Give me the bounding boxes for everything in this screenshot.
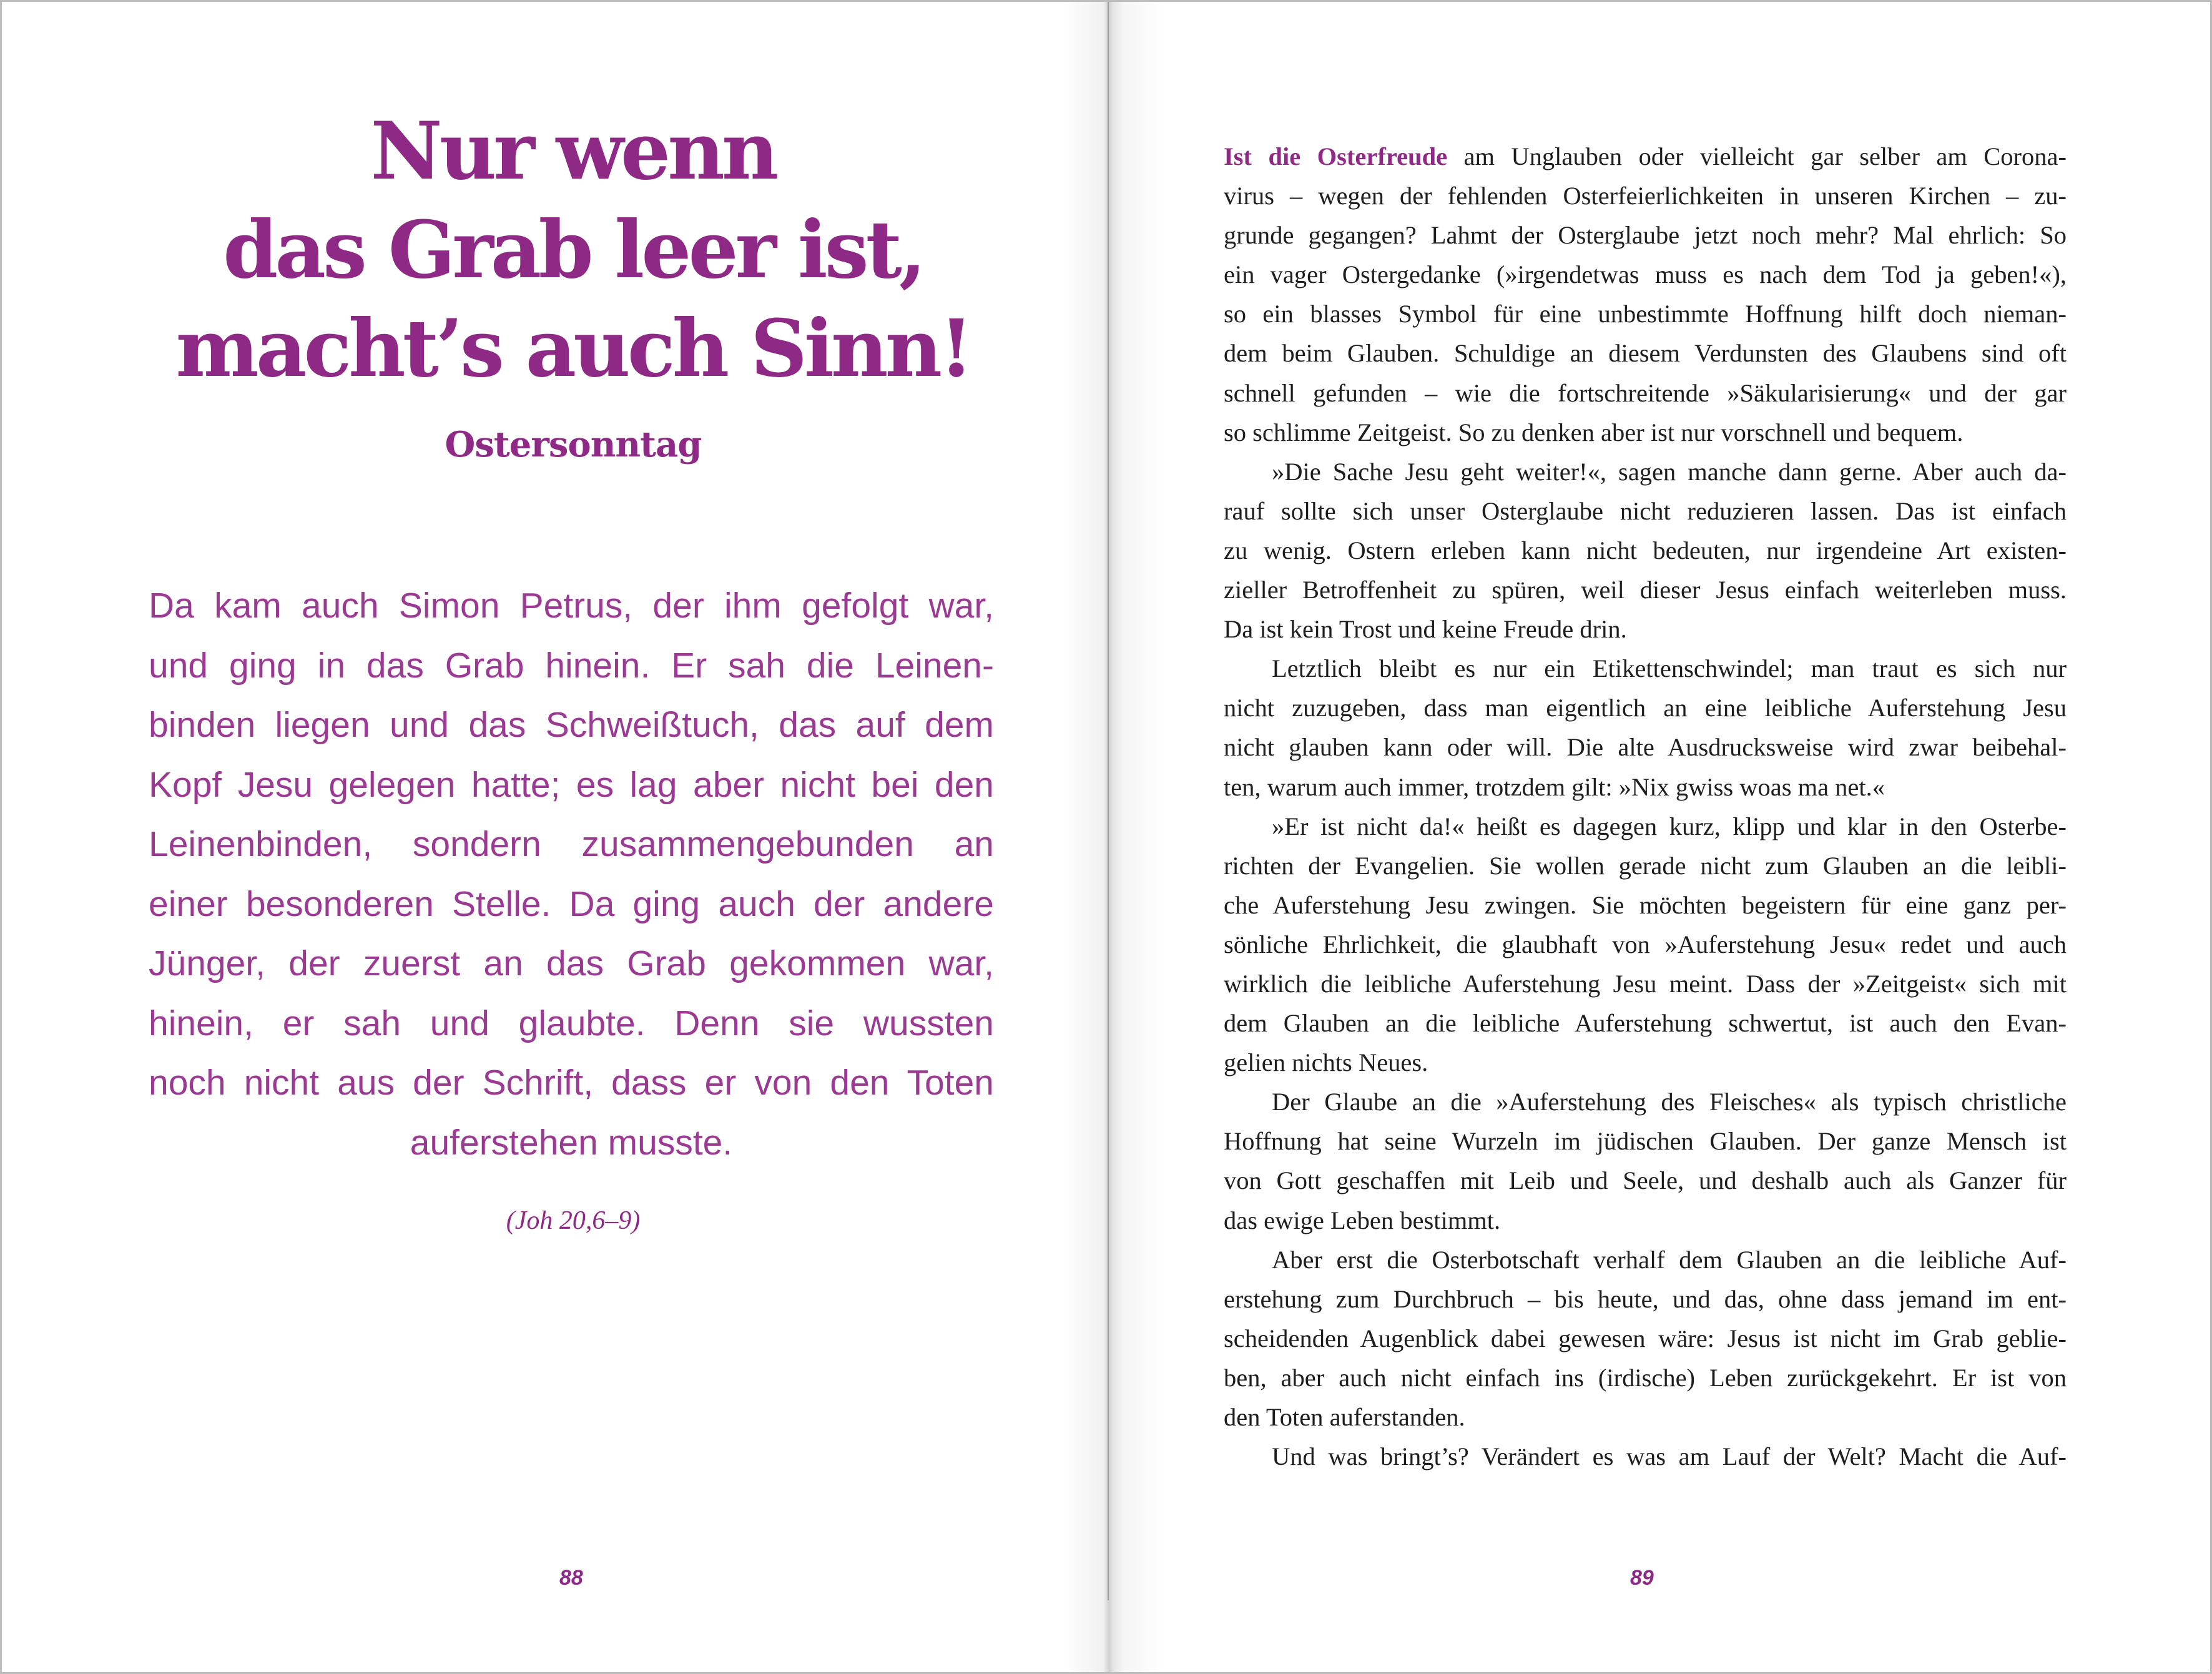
text-line: Und was bringt’s? Verändert es was am Lauf der Welt? Macht die Auf-	[1272, 1442, 2067, 1471]
text-line: nicht glauben kann oder will. Die alte Ausdrucksweise wird zwar beibehal-	[1224, 733, 2067, 762]
lead-in: Ist die Osterfreude	[1224, 142, 1448, 170]
title-line: Nur wenn	[370, 105, 776, 197]
text-line-rest: am Unglauben oder vielleicht gar selber am Corona-	[1447, 142, 2067, 170]
text-line: so ein blasses Symbol für eine unbestimmte Hoffnung hilft doch nieman-	[1224, 300, 2067, 328]
text-line: Da ist kein Trost und keine Freude drin.	[1224, 615, 1627, 644]
text-line: so schlimme Zeitgeist. So zu denken aber ist nur vorschnell und bequem.	[1224, 418, 1964, 446]
bible-quote	[149, 576, 994, 1173]
text-line: dem Glauben an die leibliche Auferstehung schwertut, ist auch den Evan-	[1224, 1009, 2067, 1038]
text-line: Der Glaube an die »Auferstehung des Fleisches« als typisch christliche	[1272, 1088, 2067, 1116]
text-line: wirklich die leibliche Auferstehung Jesu meint. Dass der »Zeitgeist« sich mit	[1224, 969, 2067, 998]
text-line: ben, aber auch nicht einfach ins (irdische) Leben zurückgekehrt. Er ist von	[1224, 1363, 2067, 1392]
quote-line: auferstehen musste.	[410, 1122, 733, 1163]
text-line	[1224, 137, 2067, 176]
text-line: Hoffnung hat seine Wurzeln im jüdischen Glauben. Der ganze Mensch ist	[1224, 1127, 2067, 1156]
title-line: macht’s auch Sinn!	[175, 302, 971, 395]
page-title	[2, 102, 1144, 398]
text-line: den Toten auferstanden.	[1224, 1403, 1465, 1431]
quote-line: Jünger, der zuerst an das Grab gekommen war,	[149, 943, 994, 983]
text-line: sönliche Ehrlichkeit, die glaubhaft von »Auferstehung Jesu« redet und auch	[1224, 930, 2067, 958]
text-line: von Gott geschaffen mit Leib und Seele, und deshalb auch als Ganzer für	[1224, 1166, 2067, 1195]
text-line: che Auferstehung Jesu zwingen. Sie möchten begeistern für eine ganz per-	[1224, 890, 2067, 919]
text-line: »Er ist nicht da!« heißt es dagegen kurz, klipp und klar in den Osterbe-	[1272, 812, 2067, 840]
quote-line: und ging in das Grab hinein. Er sah die Leinen-	[149, 645, 994, 686]
quote-line: hinein, er sah und glaubte. Denn sie wussten	[149, 1003, 994, 1043]
page-number-right: 89	[1630, 1566, 1654, 1590]
text-line: gelien nichts Neues.	[1224, 1048, 1428, 1077]
text-line: rauf sollte sich unser Osterglaube nicht reduzieren lassen. Das ist einfach	[1224, 496, 2067, 525]
text-line: nicht zuzugeben, dass man eigentlich an eine leibliche Auferstehung Jesu	[1224, 694, 2067, 722]
quote-line: Leinenbinden, sondern zusammengebunden an	[149, 824, 994, 864]
text-line: richten der Evangelien. Sie wollen gerade nicht zum Glauben an die leibli-	[1224, 851, 2067, 880]
title-line: das Grab leer ist,	[223, 204, 923, 296]
text-line: virus – wegen der fehlenden Osterfeierlichkeiten in unseren Kirchen – zu-	[1224, 182, 2067, 210]
text-line: Letztlich bleibt es nur ein Etikettenschwindel; man traut es sich nur	[1272, 654, 2067, 683]
text-line: erstehung zum Durchbruch – bis heute, und das, ohne dass jemand im ent-	[1224, 1284, 2067, 1313]
body-text	[1224, 137, 2067, 1476]
text-line: ein vager Ostergedanke (»irgendetwas muss es nach dem Tod ja geben!«),	[1224, 260, 2067, 289]
quote-line: Da kam auch Simon Petrus, der ihm gefolgt war,	[149, 586, 994, 626]
quote-line: Kopf Jesu gelegen hatte; es lag aber nicht bei den	[149, 764, 994, 805]
text-line: zu wenig. Ostern erleben kann nicht bedeuten, nur irgendeine Art existen-	[1224, 536, 2067, 564]
subtitle: Ostersonntag	[445, 424, 702, 465]
text-line: dem beim Glauben. Schuldige an diesem Verdunsten des Glaubens sind oft	[1224, 339, 2067, 368]
quote-line: binden liegen und das Schweißtuch, das auf dem	[149, 705, 994, 745]
text-line: schnell gefunden – wie die fortschreitende »Säkularisierung« und der gar	[1224, 378, 2067, 407]
quote-line: noch nicht aus der Schrift, dass er von den Toten	[149, 1063, 994, 1103]
text-line: zieller Betroffenheit zu spüren, weil dieser Jesus einfach weiterleben muss.	[1224, 576, 2067, 604]
text-line: grunde gegangen? Lahmt der Osterglaube jetzt noch mehr? Mal ehrlich: So	[1224, 221, 2067, 250]
text-line: Aber erst die Osterbotschaft verhalf dem Glauben an die leibliche Auf-	[1272, 1245, 2067, 1274]
text-line: scheidenden Augenblick dabei gewesen wäre: Jesus ist nicht im Grab geblie-	[1224, 1324, 2067, 1352]
quote-line: einer besonderen Stelle. Da ging auch der andere	[149, 884, 994, 924]
text-line: das ewige Leben bestimmt.	[1224, 1206, 1501, 1234]
citation: (Joh 20,6–9)	[506, 1206, 641, 1235]
text-line: ten, warum auch immer, trotzdem gilt: »Nix gwiss woas ma net.«	[1224, 772, 1885, 801]
page-number-left: 88	[559, 1566, 583, 1590]
text-line: »Die Sache Jesu geht weiter!«, sagen manche dann gerne. Aber auch da-	[1272, 457, 2067, 486]
